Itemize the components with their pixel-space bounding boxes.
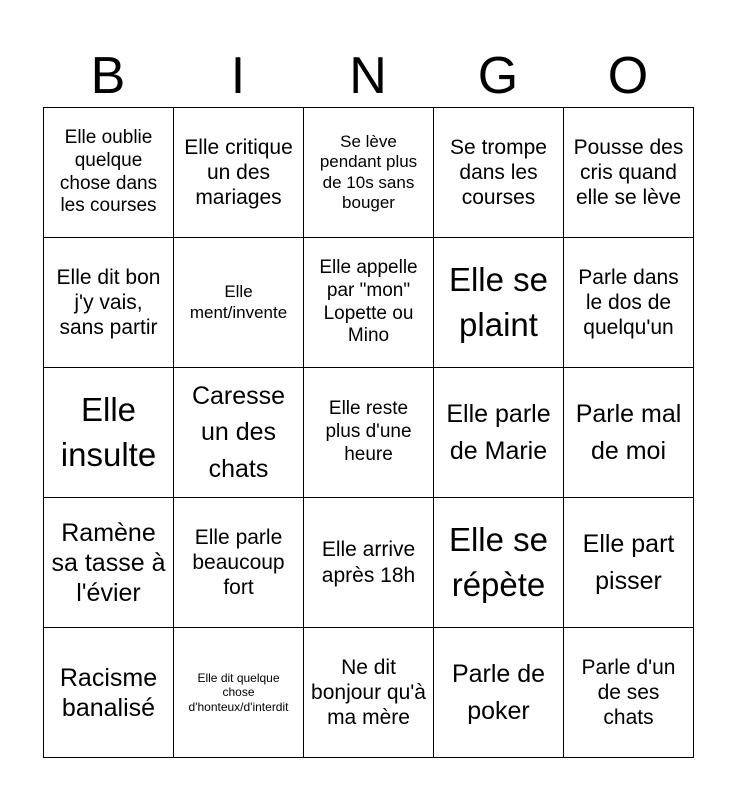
title-letter-g: G: [477, 47, 519, 105]
board-row-4: [44, 498, 694, 628]
cell-text: Ne dit bonjour qu'à ma mère: [311, 655, 426, 730]
cell-text: Se lève pendant plus de 10s sans bouger: [319, 131, 418, 212]
cell-text: Elle parle de Marie: [446, 400, 551, 465]
bingo-cell[interactable]: [304, 628, 434, 758]
cell-text: Elle insulte: [60, 390, 157, 473]
board-row-2: [44, 238, 694, 368]
cell-text: Racisme banalisé: [59, 663, 158, 722]
bingo-cell[interactable]: [174, 628, 304, 758]
cell-text: Elle dit quelque chose d'honteux/d'interdit: [188, 670, 289, 714]
bingo-title: [43, 44, 693, 108]
bingo-cell[interactable]: [174, 368, 304, 498]
bingo-cell[interactable]: [174, 108, 304, 238]
board-row-1: [44, 108, 694, 238]
cell-text: Pousse des cris quand elle se lève: [573, 135, 684, 210]
bingo-cell[interactable]: [434, 238, 564, 368]
bingo-cell[interactable]: [304, 498, 434, 628]
bingo-cell[interactable]: [564, 498, 694, 628]
bingo-cell[interactable]: [564, 238, 694, 368]
bingo-cell[interactable]: [44, 628, 174, 758]
cell-text: Parle d'un de ses chats: [581, 655, 676, 730]
cell-text: Elle dit bon j'y vais, sans partir: [56, 265, 161, 340]
cell-text: Elle se répète: [448, 520, 549, 603]
bingo-cell[interactable]: [174, 238, 304, 368]
cell-text: Elle arrive après 18h: [321, 538, 416, 587]
bingo-cell[interactable]: [564, 628, 694, 758]
board-row-3: [44, 368, 694, 498]
bingo-cell[interactable]: [44, 108, 174, 238]
bingo-cell[interactable]: [44, 368, 174, 498]
bingo-cell[interactable]: [434, 628, 564, 758]
cell-text: Caresse un des chats: [191, 382, 286, 483]
bingo-cell[interactable]: [304, 368, 434, 498]
cell-text: Ramène sa tasse à l'évier: [51, 518, 166, 607]
cell-text: Elle parle beaucoup fort: [192, 525, 285, 600]
bingo-cell[interactable]: [304, 238, 434, 368]
cell-text: Elle se plaint: [448, 260, 549, 343]
board-row-5: [44, 628, 694, 758]
bingo-cell[interactable]: [434, 498, 564, 628]
cell-text: Elle critique un des mariages: [184, 135, 293, 210]
bingo-board: [43, 107, 694, 758]
bingo-cell[interactable]: [44, 498, 174, 628]
title-letter-b: B: [90, 47, 126, 105]
cell-text: Se trompe dans les courses: [450, 135, 547, 210]
bingo-cell[interactable]: [564, 108, 694, 238]
cell-text: Elle ment/invente: [189, 282, 288, 322]
title-letter-n: N: [349, 47, 387, 105]
cell-text: Elle part pisser: [582, 530, 675, 595]
cell-text: Parle mal de moi: [575, 400, 682, 465]
cell-text: Elle reste plus d'une heure: [325, 398, 412, 465]
cell-text: Elle oublie quelque chose dans les courses: [59, 126, 158, 217]
title-letter-o: O: [607, 47, 649, 105]
bingo-cell[interactable]: [434, 368, 564, 498]
cell-text: Elle appelle par "mon" Lopette ou Mino: [319, 256, 418, 347]
bingo-cell[interactable]: [304, 108, 434, 238]
bingo-cell[interactable]: [564, 368, 694, 498]
bingo-cell[interactable]: [174, 498, 304, 628]
title-letter-i: I: [230, 47, 246, 105]
bingo-cell[interactable]: [44, 238, 174, 368]
bingo-cell[interactable]: [434, 108, 564, 238]
cell-text: Parle de poker: [451, 660, 546, 725]
cell-text: Parle dans le dos de quelqu'un: [578, 265, 679, 340]
